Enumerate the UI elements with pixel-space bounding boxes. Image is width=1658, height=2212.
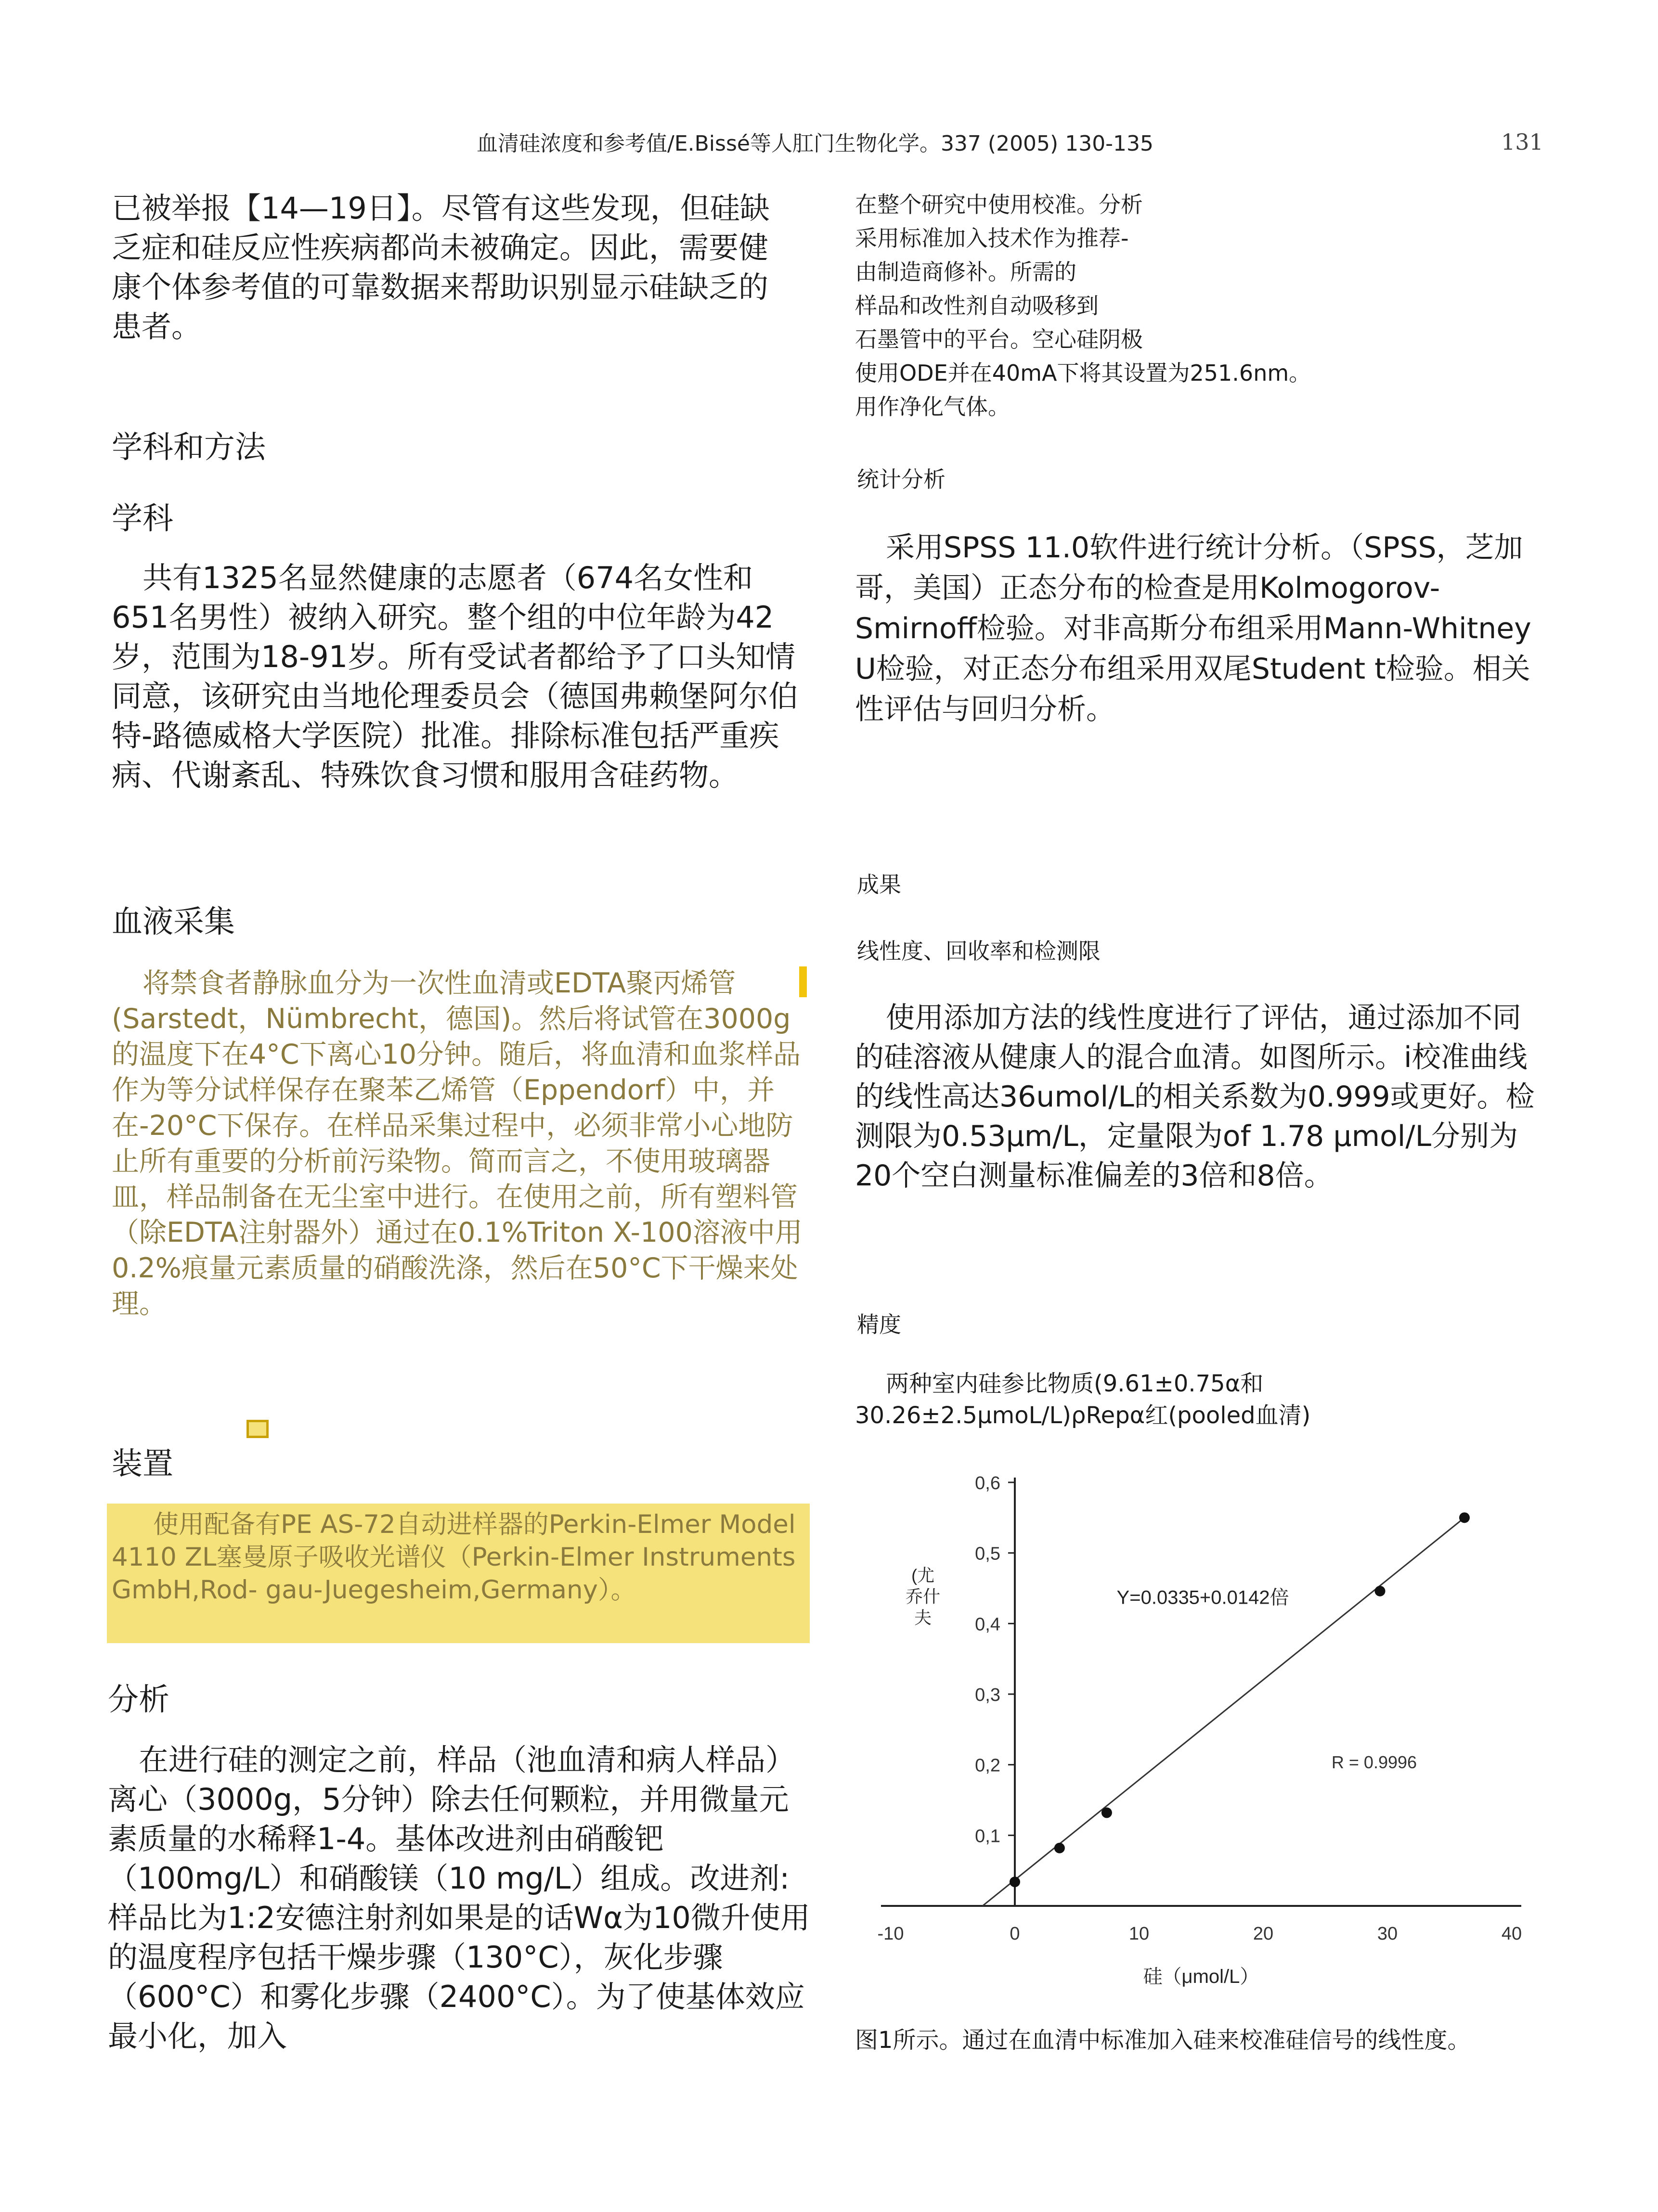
x-tick-label: -10 [877, 1924, 904, 1944]
y-axis-label: 夫 [914, 1608, 932, 1628]
x-tick-label: 0 [1010, 1924, 1020, 1944]
linearity-text: 使用添加方法的线性度进行了评估，通过添加不同的硅溶液从健康人的混合血清。如图所示。i校准曲线的线性高达36umol/L的相关系数为0.999或更好。检测限为0.53μm/L，定量限为of 1.78 μmol/L分别为20个空白测量标准偏差的3倍和8倍。 [855, 1001, 1535, 1193]
section-heading-statistics: 统计分析 [857, 466, 946, 492]
precision-text: 两种室内硅参比物质(9.61±0.75α和30.26±2.5μmoL/L)ρRepα红(pooled血清) [855, 1370, 1311, 1429]
data-point [1010, 1877, 1020, 1887]
calibration-chart [847, 1444, 1531, 2012]
analysis-line: 在整个研究中使用校准。分析 [855, 192, 1143, 218]
section-heading-blood-collection: 血液采集 [112, 904, 235, 940]
data-point [1459, 1512, 1470, 1523]
y-tick-label: 0,1 [975, 1826, 1000, 1847]
subjects-paragraph [112, 558, 805, 795]
blood-collection-paragraph [112, 965, 805, 1322]
equation-label: Y=0.0335+0.0142倍 [1116, 1587, 1289, 1608]
section-heading-results: 成果 [857, 872, 901, 898]
section-heading-linearity: 线性度、回收率和检测限 [857, 938, 1101, 964]
y-axis-label: (尤 [911, 1565, 935, 1585]
statistics-paragraph [855, 527, 1543, 730]
x-tick-label: 10 [1128, 1924, 1150, 1944]
analysis-line: 样品和改性剂自动吸移到 [855, 293, 1099, 319]
y-tick-label: 0,5 [975, 1543, 1000, 1564]
blood-collection-text: 将禁食者静脉血分为一次性血清或EDTA聚丙烯管(Sarstedt，Nümbrecht，德国)。然后将试管在3000g的温度下在4°C下离心10分钟。随后，将血清和血浆样品作为等分试样保存在聚苯乙烯管（Eppendorf）中，并在-20°C下保存。在样品采集过程中，必须非常小心地防止所有重要的分析前污染物。简而言之，不使用玻璃器皿，样品制备在无尘室中进行。在使用之前，所有塑料管（除EDTA注射器外）通过在0.1%Triton X-100溶液中用0.2%痕量元素质量的硝酸洗涤，然后在50°C下干燥来处理。 [112, 967, 803, 1320]
data-point [1101, 1807, 1112, 1818]
data-point [1375, 1586, 1386, 1596]
running-head: 血清硅浓度和参考值/E.Bissé等人肛门生物化学。337 (2005) 130-135 [477, 131, 1154, 156]
y-tick-label: 0,4 [975, 1614, 1000, 1635]
calibration-chart-svg [847, 1444, 1531, 2012]
y-tick-label: 0,6 [975, 1473, 1000, 1493]
device-text: 使用配备有PE AS-72自动进样器的Perkin-Elmer Model 4110 ZL塞曼原子吸收光谱仪（Perkin-Elmer Instruments GmbH,Rod- gau-Juegesheim,Germany）。 [112, 1510, 796, 1605]
x-tick-label: 30 [1377, 1924, 1398, 1944]
y-tick-label: 0,3 [975, 1685, 1000, 1705]
analysis-line: 由制造商修补。所需的 [855, 259, 1076, 285]
x-axis-label: 硅（μmol/L） [1143, 1966, 1259, 1987]
analysis-continued [855, 188, 1529, 424]
x-tick-label: 20 [1253, 1924, 1274, 1944]
section-heading-methods: 学科和方法 [112, 430, 266, 465]
section-heading-subjects: 学科 [112, 501, 173, 537]
comment-icon[interactable] [246, 1420, 269, 1438]
precision-paragraph [855, 1368, 1543, 1431]
subjects-text: 共有1325名显然健康的志愿者（674名女性和651名男性）被纳入研究。整个组的中位年龄为42岁，范围为18-91岁。所有受试者都给予了口头知情同意，该研究由当地伦理委员会（德国弗赖堡阿尔伯特-路德威格大学医院）批准。排除标准包括严重疾病、代谢紊乱、特殊饮食习惯和服用含硅药物。 [112, 560, 799, 793]
analysis-text: 在进行硅的测定之前，样品（池血清和病人样品）离心（3000g，5分钟）除去任何颗粒，并用微量元素质量的水稀释1-4。基体改进剂由硝酸钯（100mg/L）和硝酸镁（10 mg/L）组成。改进剂:样品比为1:2安德注射剂如果是的话Wα为10微升使用的温度程序包括干燥步骤（130°C），灰化步骤（600°C）和雾化步骤（2400°C）。为了使基体效应最小化，加入 [108, 1742, 810, 2054]
section-heading-device: 装置 [112, 1446, 173, 1482]
y-tick-label: 0,2 [975, 1755, 1000, 1776]
page-number: 131 [1501, 129, 1543, 155]
analysis-line: 用作净化气体。 [855, 394, 1010, 420]
x-tick-label: 40 [1501, 1924, 1522, 1944]
device-highlight [107, 1504, 810, 1643]
analysis-paragraph [108, 1740, 811, 2056]
analysis-line: 采用标准加入技术作为推荐- [855, 225, 1129, 251]
intro-text: 已被举报【14—19日】。尽管有这些发现，但硅缺乏症和硅反应性疾病都尚未被确定。因此，需要健康个体参考值的可靠数据来帮助识别显示硅缺乏的患者。 [112, 191, 770, 344]
section-heading-precision: 精度 [857, 1312, 901, 1337]
y-axis-label: 乔什 [906, 1586, 941, 1607]
analysis-line: 使用ODE并在40mA下将其设置为251.6nm。 [855, 360, 1311, 386]
figure-caption: 图1所示。通过在血清中标准加入硅来校准硅信号的线性度。 [855, 2027, 1471, 2054]
linearity-paragraph [855, 998, 1543, 1196]
statistics-text: 采用SPSS 11.0软件进行统计分析。（SPSS，芝加哥，美国）正态分布的检查是用Kolmogorov-Smirnoff检验。对非高斯分布组采用Mann-Whitney U检验，对正态分布组采用双尾Student t检验。相关性评估与回归分析。 [855, 531, 1531, 726]
intro-paragraph [112, 189, 795, 347]
analysis-line: 石墨管中的平台。空心硅阴极 [855, 326, 1143, 352]
data-point [1054, 1843, 1065, 1853]
r-value-label: R = 0.9996 [1331, 1752, 1417, 1772]
section-heading-analysis: 分析 [108, 1682, 169, 1718]
